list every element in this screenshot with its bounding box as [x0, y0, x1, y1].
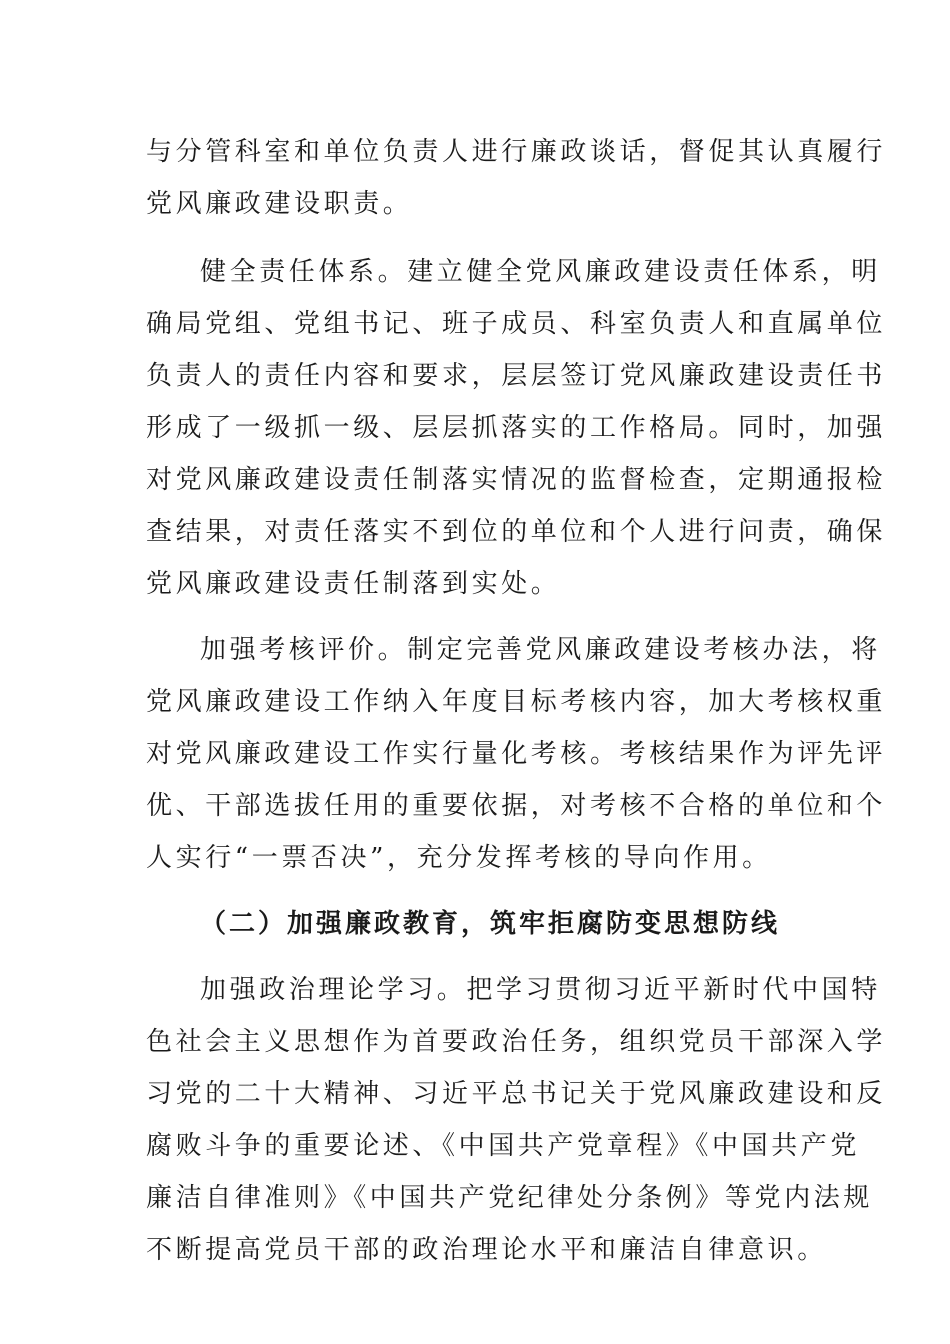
text-line: 色社会主义思想作为首要政治任务，组织党员干部深入学 [146, 1027, 887, 1057]
text-line: 加强政治理论学习。把学习贯彻习近平新时代中国特 [200, 975, 881, 1005]
text-line: 确局党组、党组书记、班子成员、科室负责人和直属单位 [146, 309, 887, 339]
heading-text: （二）加强廉政教育，筑牢拒腐防变思想防线 [200, 909, 781, 939]
text-line: 党风廉政建设责任制落到实处。 [146, 569, 561, 599]
text-line: 优、干部选拔任用的重要依据，对考核不合格的单位和个 [146, 791, 887, 821]
paragraph-continuation [146, 126, 887, 230]
text-line: 对党风廉政建设责任制落实情况的监督检查，定期通报检 [146, 465, 887, 495]
text-line: 不断提高党员干部的政治理论水平和廉洁自律意识。 [146, 1235, 827, 1265]
text-line: 党风廉政建设职责。 [146, 189, 413, 219]
text-line: 廉洁自律准则》《中国共产党纪律处分条例》等党内法规 [146, 1183, 874, 1213]
text-line: 对党风廉政建设工作实行量化考核。考核结果作为评先评 [146, 739, 887, 769]
text-line: 负责人的责任内容和要求，层层签订党风廉政建设责任书 [146, 361, 887, 391]
paragraph-political-study [146, 964, 887, 1276]
text-line: 与分管科室和单位负责人进行廉政谈话，督促其认真履行 [146, 137, 887, 167]
text-line: 健全责任体系。建立健全党风廉政建设责任体系，明 [200, 257, 881, 287]
text-line: 人实行“一票否决”，充分发挥考核的导向作用。 [146, 843, 772, 873]
text-line: 加强考核评价。制定完善党风廉政建设考核办法，将 [200, 635, 881, 665]
text-line: 腐败斗争的重要论述、《中国共产党章程》《中国共产党 [146, 1131, 861, 1161]
text-line: 党风廉政建设工作纳入年度目标考核内容，加大考核权重 [146, 687, 887, 717]
document-body [146, 126, 887, 1290]
section-heading [146, 898, 806, 950]
text-line: 习党的二十大精神、习近平总书记关于党风廉政建设和反 [146, 1079, 887, 1109]
paragraph-assessment [146, 624, 887, 884]
text-line: 查结果，对责任落实不到位的单位和个人进行问责，确保 [146, 517, 887, 547]
paragraph-responsibility-system [146, 246, 887, 610]
text-line: 形成了一级抓一级、层层抓落实的工作格局。同时，加强 [146, 413, 887, 443]
